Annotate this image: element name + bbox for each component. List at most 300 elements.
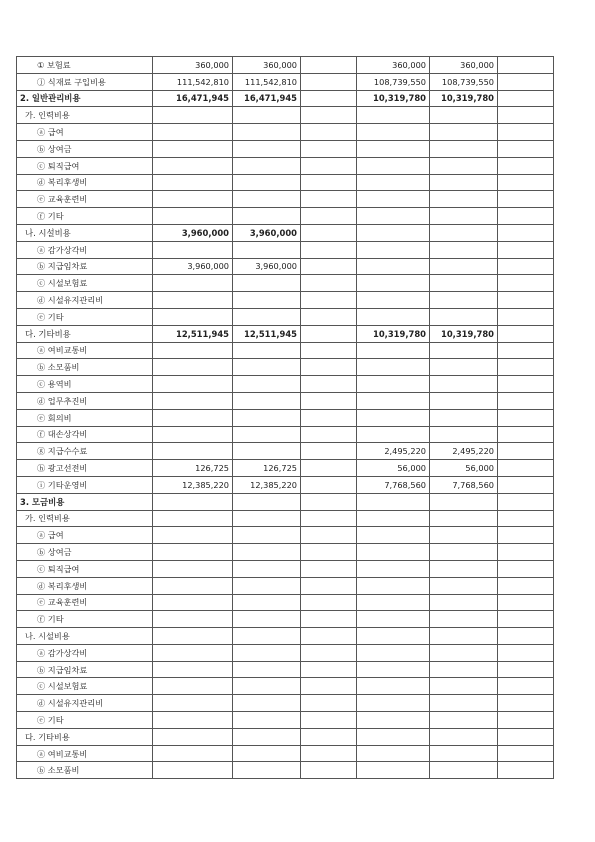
amount-cell bbox=[233, 426, 301, 443]
amount-cell: 3,960,000 bbox=[153, 258, 233, 275]
row-label: ⓕ 기타 bbox=[17, 208, 153, 225]
amount-cell: 10,319,780 bbox=[357, 90, 430, 107]
row-label: ⓓ 시설유지관리비 bbox=[17, 292, 153, 309]
amount-cell bbox=[233, 728, 301, 745]
amount-cell bbox=[498, 577, 554, 594]
amount-cell bbox=[233, 560, 301, 577]
amount-cell bbox=[301, 611, 357, 628]
table-row bbox=[17, 57, 554, 74]
amount-cell bbox=[233, 140, 301, 157]
amount-cell bbox=[430, 409, 498, 426]
amount-cell bbox=[153, 544, 233, 561]
amount-cell bbox=[357, 493, 430, 510]
amount-cell bbox=[430, 392, 498, 409]
amount-cell bbox=[430, 560, 498, 577]
amount-cell bbox=[357, 594, 430, 611]
row-label: ⓔ 교육훈련비 bbox=[17, 191, 153, 208]
table-row bbox=[17, 275, 554, 292]
amount-cell bbox=[153, 275, 233, 292]
amount-cell bbox=[153, 376, 233, 393]
amount-cell bbox=[357, 191, 430, 208]
table-row bbox=[17, 174, 554, 191]
amount-cell bbox=[301, 208, 357, 225]
row-label: ⓒ 용역비 bbox=[17, 376, 153, 393]
amount-cell bbox=[153, 644, 233, 661]
amount-cell bbox=[498, 728, 554, 745]
amount-cell bbox=[498, 426, 554, 443]
amount-cell bbox=[153, 745, 233, 762]
amount-cell bbox=[430, 594, 498, 611]
amount-cell bbox=[233, 107, 301, 124]
amount-cell bbox=[301, 57, 357, 74]
row-label: ⓓ 복리후생비 bbox=[17, 577, 153, 594]
row-label: ⓒ 퇴직급여 bbox=[17, 157, 153, 174]
table-row bbox=[17, 577, 554, 594]
row-label: ⓐ 여비교통비 bbox=[17, 342, 153, 359]
amount-cell bbox=[498, 275, 554, 292]
table-row bbox=[17, 426, 554, 443]
amount-cell bbox=[498, 611, 554, 628]
row-label: ⓑ 상여금 bbox=[17, 140, 153, 157]
amount-cell bbox=[153, 157, 233, 174]
amount-cell bbox=[498, 510, 554, 527]
amount-cell bbox=[153, 728, 233, 745]
row-label: ⓐ 급여 bbox=[17, 527, 153, 544]
row-label: ⓔ 회의비 bbox=[17, 409, 153, 426]
amount-cell bbox=[430, 661, 498, 678]
amount-cell bbox=[498, 157, 554, 174]
row-label: ⓑ 지급임차료 bbox=[17, 258, 153, 275]
amount-cell: 10,319,780 bbox=[430, 325, 498, 342]
amount-cell bbox=[357, 426, 430, 443]
table-row bbox=[17, 308, 554, 325]
amount-cell bbox=[498, 359, 554, 376]
row-label: ⓔ 기타 bbox=[17, 712, 153, 729]
amount-cell bbox=[301, 527, 357, 544]
row-label: ⓓ 복리후생비 bbox=[17, 174, 153, 191]
amount-cell bbox=[233, 409, 301, 426]
amount-cell bbox=[233, 678, 301, 695]
amount-cell bbox=[301, 140, 357, 157]
amount-cell bbox=[430, 224, 498, 241]
amount-cell bbox=[430, 241, 498, 258]
amount-cell bbox=[357, 376, 430, 393]
amount-cell bbox=[233, 661, 301, 678]
table-row bbox=[17, 208, 554, 225]
amount-cell bbox=[233, 644, 301, 661]
amount-cell bbox=[301, 712, 357, 729]
amount-cell bbox=[233, 628, 301, 645]
amount-cell bbox=[498, 695, 554, 712]
row-label: 가. 인력비용 bbox=[17, 107, 153, 124]
amount-cell: 16,471,945 bbox=[153, 90, 233, 107]
amount-cell bbox=[357, 157, 430, 174]
row-label: ⓔ 기타 bbox=[17, 308, 153, 325]
row-label: 3. 모금비용 bbox=[17, 493, 153, 510]
table-row bbox=[17, 762, 554, 779]
row-label: 나. 시설비용 bbox=[17, 224, 153, 241]
amount-cell bbox=[233, 208, 301, 225]
table-row bbox=[17, 124, 554, 141]
amount-cell bbox=[498, 140, 554, 157]
amount-cell bbox=[498, 628, 554, 645]
amount-cell bbox=[153, 577, 233, 594]
amount-cell bbox=[498, 325, 554, 342]
amount-cell: 7,768,560 bbox=[430, 476, 498, 493]
table-row bbox=[17, 73, 554, 90]
amount-cell bbox=[430, 275, 498, 292]
amount-cell bbox=[357, 392, 430, 409]
amount-cell bbox=[301, 292, 357, 309]
amount-cell bbox=[233, 376, 301, 393]
amount-cell bbox=[430, 292, 498, 309]
row-label: ⓕ 대손상각비 bbox=[17, 426, 153, 443]
amount-cell bbox=[498, 527, 554, 544]
amount-cell: 360,000 bbox=[430, 57, 498, 74]
table-row bbox=[17, 392, 554, 409]
table-row bbox=[17, 107, 554, 124]
amount-cell: 3,960,000 bbox=[233, 224, 301, 241]
amount-cell bbox=[430, 510, 498, 527]
amount-cell bbox=[153, 292, 233, 309]
amount-cell bbox=[153, 527, 233, 544]
amount-cell bbox=[233, 527, 301, 544]
amount-cell: 10,319,780 bbox=[430, 90, 498, 107]
amount-cell bbox=[430, 191, 498, 208]
amount-cell bbox=[301, 90, 357, 107]
table-row bbox=[17, 191, 554, 208]
amount-cell bbox=[153, 695, 233, 712]
amount-cell bbox=[498, 678, 554, 695]
amount-cell bbox=[233, 762, 301, 779]
amount-cell bbox=[498, 476, 554, 493]
table-row bbox=[17, 292, 554, 309]
amount-cell bbox=[498, 342, 554, 359]
row-label: ⓒ 시설보험료 bbox=[17, 678, 153, 695]
table-row bbox=[17, 241, 554, 258]
amount-cell bbox=[430, 376, 498, 393]
amount-cell bbox=[301, 678, 357, 695]
amount-cell bbox=[301, 392, 357, 409]
amount-cell bbox=[301, 426, 357, 443]
table-row bbox=[17, 140, 554, 157]
amount-cell bbox=[153, 342, 233, 359]
amount-cell bbox=[498, 73, 554, 90]
table-row bbox=[17, 258, 554, 275]
amount-cell: 56,000 bbox=[357, 460, 430, 477]
table-row bbox=[17, 359, 554, 376]
amount-cell: 7,768,560 bbox=[357, 476, 430, 493]
amount-cell bbox=[153, 426, 233, 443]
amount-cell bbox=[153, 762, 233, 779]
amount-cell bbox=[430, 527, 498, 544]
amount-cell bbox=[430, 745, 498, 762]
amount-cell bbox=[498, 392, 554, 409]
table-row bbox=[17, 678, 554, 695]
amount-cell bbox=[153, 124, 233, 141]
amount-cell bbox=[498, 644, 554, 661]
amount-cell bbox=[301, 359, 357, 376]
amount-cell bbox=[357, 762, 430, 779]
amount-cell bbox=[498, 308, 554, 325]
amount-cell: 126,725 bbox=[233, 460, 301, 477]
amount-cell bbox=[153, 628, 233, 645]
amount-cell bbox=[430, 174, 498, 191]
amount-cell bbox=[498, 224, 554, 241]
row-label: ⓖ 지급수수료 bbox=[17, 443, 153, 460]
amount-cell bbox=[357, 644, 430, 661]
amount-cell bbox=[498, 544, 554, 561]
table-row bbox=[17, 376, 554, 393]
amount-cell bbox=[153, 107, 233, 124]
table-row bbox=[17, 409, 554, 426]
amount-cell bbox=[430, 140, 498, 157]
row-label: 2. 일반관리비용 bbox=[17, 90, 153, 107]
amount-cell bbox=[233, 308, 301, 325]
amount-cell bbox=[498, 443, 554, 460]
amount-cell bbox=[357, 527, 430, 544]
amount-cell bbox=[301, 695, 357, 712]
amount-cell bbox=[357, 510, 430, 527]
row-label: 다. 기타비용 bbox=[17, 728, 153, 745]
amount-cell bbox=[357, 308, 430, 325]
amount-cell: 12,385,220 bbox=[233, 476, 301, 493]
row-label: ⓘ 기타운영비 bbox=[17, 476, 153, 493]
amount-cell: 12,385,220 bbox=[153, 476, 233, 493]
amount-cell bbox=[430, 359, 498, 376]
amount-cell bbox=[430, 611, 498, 628]
amount-cell bbox=[233, 342, 301, 359]
amount-cell bbox=[357, 241, 430, 258]
amount-cell bbox=[301, 258, 357, 275]
amount-cell bbox=[357, 258, 430, 275]
amount-cell bbox=[498, 594, 554, 611]
amount-cell bbox=[233, 157, 301, 174]
table-row bbox=[17, 342, 554, 359]
amount-cell: 360,000 bbox=[233, 57, 301, 74]
amount-cell bbox=[233, 124, 301, 141]
amount-cell bbox=[153, 661, 233, 678]
amount-cell bbox=[233, 275, 301, 292]
amount-cell bbox=[498, 174, 554, 191]
amount-cell bbox=[153, 510, 233, 527]
amount-cell bbox=[498, 409, 554, 426]
amount-cell bbox=[301, 308, 357, 325]
amount-cell: 360,000 bbox=[357, 57, 430, 74]
table-row bbox=[17, 661, 554, 678]
amount-cell bbox=[301, 493, 357, 510]
amount-cell bbox=[357, 678, 430, 695]
amount-cell bbox=[498, 107, 554, 124]
amount-cell bbox=[301, 191, 357, 208]
row-label: ⓔ 교육훈련비 bbox=[17, 594, 153, 611]
table-row bbox=[17, 695, 554, 712]
amount-cell bbox=[357, 140, 430, 157]
amount-cell bbox=[301, 107, 357, 124]
amount-cell bbox=[301, 745, 357, 762]
amount-cell bbox=[357, 560, 430, 577]
amount-cell bbox=[498, 762, 554, 779]
amount-cell bbox=[301, 174, 357, 191]
amount-cell bbox=[498, 208, 554, 225]
amount-cell bbox=[153, 140, 233, 157]
amount-cell bbox=[498, 661, 554, 678]
amount-cell bbox=[357, 359, 430, 376]
amount-cell bbox=[153, 560, 233, 577]
table-row bbox=[17, 611, 554, 628]
amount-cell bbox=[498, 560, 554, 577]
amount-cell bbox=[233, 695, 301, 712]
amount-cell bbox=[153, 359, 233, 376]
amount-cell bbox=[498, 258, 554, 275]
amount-cell bbox=[153, 308, 233, 325]
table-row bbox=[17, 493, 554, 510]
amount-cell: 126,725 bbox=[153, 460, 233, 477]
amount-cell bbox=[233, 544, 301, 561]
row-label: ⓒ 퇴직급여 bbox=[17, 560, 153, 577]
amount-cell: 56,000 bbox=[430, 460, 498, 477]
amount-cell bbox=[498, 712, 554, 729]
amount-cell bbox=[301, 124, 357, 141]
amount-cell bbox=[430, 258, 498, 275]
row-label: ⓓ 시설유지관리비 bbox=[17, 695, 153, 712]
amount-cell bbox=[153, 678, 233, 695]
amount-cell bbox=[357, 745, 430, 762]
amount-cell bbox=[301, 594, 357, 611]
amount-cell bbox=[153, 392, 233, 409]
amount-cell bbox=[357, 208, 430, 225]
amount-cell bbox=[301, 443, 357, 460]
table-row bbox=[17, 527, 554, 544]
amount-cell bbox=[357, 174, 430, 191]
amount-cell: 3,960,000 bbox=[153, 224, 233, 241]
amount-cell bbox=[153, 611, 233, 628]
amount-cell bbox=[301, 577, 357, 594]
amount-cell bbox=[430, 628, 498, 645]
amount-cell bbox=[498, 292, 554, 309]
amount-cell bbox=[430, 728, 498, 745]
table-row bbox=[17, 728, 554, 745]
amount-cell bbox=[357, 628, 430, 645]
table-row bbox=[17, 460, 554, 477]
row-label: 가. 인력비용 bbox=[17, 510, 153, 527]
table-row bbox=[17, 157, 554, 174]
row-label: ⓑ 상여금 bbox=[17, 544, 153, 561]
row-label: ⓑ 소모품비 bbox=[17, 359, 153, 376]
amount-cell bbox=[357, 124, 430, 141]
amount-cell bbox=[233, 510, 301, 527]
table-row bbox=[17, 544, 554, 561]
amount-cell bbox=[233, 241, 301, 258]
amount-cell bbox=[233, 191, 301, 208]
amount-cell bbox=[301, 241, 357, 258]
amount-cell: 12,511,945 bbox=[153, 325, 233, 342]
amount-cell bbox=[430, 157, 498, 174]
row-label: ⓑ 지급임차료 bbox=[17, 661, 153, 678]
amount-cell bbox=[233, 745, 301, 762]
table-row bbox=[17, 712, 554, 729]
amount-cell bbox=[357, 728, 430, 745]
amount-cell bbox=[153, 594, 233, 611]
amount-cell bbox=[153, 443, 233, 460]
amount-cell bbox=[430, 644, 498, 661]
amount-cell bbox=[357, 292, 430, 309]
amount-cell bbox=[357, 611, 430, 628]
amount-cell bbox=[301, 510, 357, 527]
amount-cell bbox=[233, 493, 301, 510]
amount-cell bbox=[301, 560, 357, 577]
table-row bbox=[17, 476, 554, 493]
amount-cell bbox=[301, 644, 357, 661]
table-row bbox=[17, 644, 554, 661]
amount-cell bbox=[301, 224, 357, 241]
table-row bbox=[17, 628, 554, 645]
amount-cell bbox=[233, 443, 301, 460]
amount-cell: 12,511,945 bbox=[233, 325, 301, 342]
table-row bbox=[17, 560, 554, 577]
row-label: ⓐ 감가상각비 bbox=[17, 644, 153, 661]
row-label: ⓙ 식재료 구입비용 bbox=[17, 73, 153, 90]
amount-cell bbox=[301, 460, 357, 477]
table-row bbox=[17, 594, 554, 611]
amount-cell bbox=[301, 476, 357, 493]
amount-cell bbox=[430, 712, 498, 729]
amount-cell: 108,739,550 bbox=[430, 73, 498, 90]
amount-cell bbox=[301, 661, 357, 678]
amount-cell bbox=[301, 544, 357, 561]
amount-cell bbox=[430, 577, 498, 594]
amount-cell bbox=[301, 376, 357, 393]
amount-cell bbox=[153, 493, 233, 510]
table-row bbox=[17, 325, 554, 342]
amount-cell bbox=[233, 712, 301, 729]
amount-cell bbox=[430, 342, 498, 359]
amount-cell bbox=[430, 426, 498, 443]
amount-cell bbox=[430, 124, 498, 141]
amount-cell bbox=[430, 762, 498, 779]
amount-cell bbox=[357, 544, 430, 561]
amount-cell bbox=[233, 594, 301, 611]
amount-cell bbox=[357, 275, 430, 292]
amount-cell bbox=[153, 241, 233, 258]
row-label: ⓕ 기타 bbox=[17, 611, 153, 628]
amount-cell bbox=[153, 409, 233, 426]
expense-table bbox=[16, 56, 554, 779]
amount-cell bbox=[153, 712, 233, 729]
amount-cell bbox=[357, 661, 430, 678]
amount-cell bbox=[430, 544, 498, 561]
amount-cell bbox=[430, 107, 498, 124]
amount-cell: 2,495,220 bbox=[357, 443, 430, 460]
amount-cell bbox=[301, 728, 357, 745]
amount-cell bbox=[498, 191, 554, 208]
row-label: 나. 시설비용 bbox=[17, 628, 153, 645]
amount-cell bbox=[498, 493, 554, 510]
amount-cell bbox=[153, 208, 233, 225]
row-label: ⓐ 여비교통비 bbox=[17, 745, 153, 762]
amount-cell bbox=[301, 157, 357, 174]
amount-cell bbox=[233, 292, 301, 309]
amount-cell: 111,542,810 bbox=[233, 73, 301, 90]
amount-cell bbox=[357, 577, 430, 594]
amount-cell bbox=[301, 409, 357, 426]
row-label: ① 보험료 bbox=[17, 57, 153, 74]
row-label: ⓐ 급여 bbox=[17, 124, 153, 141]
table-row bbox=[17, 745, 554, 762]
amount-cell bbox=[233, 392, 301, 409]
expense-table-body bbox=[17, 57, 554, 779]
amount-cell bbox=[357, 712, 430, 729]
